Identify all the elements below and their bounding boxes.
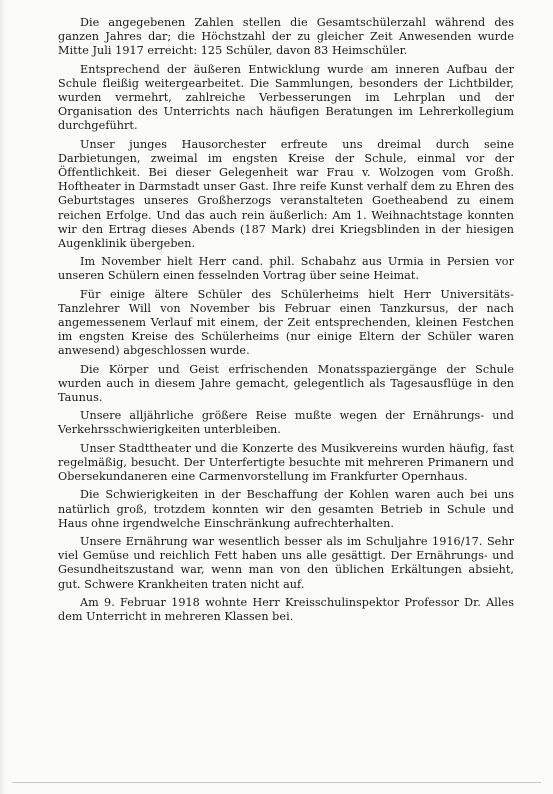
- paragraph-monthly-walks: Die Körper und Geist erfrischenden Monatsspaziergänge der Schule wurden auch in diesem Jahre gemacht, gelegentlich als Tagesausflüge in den Taunus.: [58, 362, 514, 405]
- paragraph-theatre-concerts: Unser Stadttheater und die Konzerte des Musikvereins wurden häufig, fast regelmäßig, besucht. Der Unterfertigte besuchte mit mehreren Primanern und Obersekundaneren eine Carmenvorstellung im Frankfurter Opernhaus.: [58, 441, 514, 484]
- paragraph-house-orchestra: Unser junges Hausorchester erfreute uns dreimal durch seine Darbietungen, zweimal im engsten Kreise der Schule, einmal vor der Öffentlichkeit. Bei dieser Gelegenheit war Frau v. Wolzogen vom Großh. Hoftheater in Darmstadt unser Gast. Ihre reife Kunst verhalf dem zu Ehren des Geburtstages unseres Großherzogs veranstalteten Goetheabend zu einem reichen Erfolge. Und das auch rein äußerlich: Am 1. Weihnachtstage konnten wir den Ertrag dieses Abends (187 Mark) drei Kriegsblinden in der hiesigen Augenklinik übergeben.: [58, 137, 514, 251]
- bottom-scan-line: [12, 782, 541, 783]
- paragraph-student-count: Die angegebenen Zahlen stellen die Gesamtschülerzahl während des ganzen Jahres dar; die Höchstzahl der zu gleicher Zeit Anwesenden wurde Mitte Juli 1917 erreicht: 125 Schüler, davon 83 Heimschüler.: [58, 16, 514, 58]
- paragraph-inspection: Am 9. Februar 1918 wohnte Herr Kreisschulinspektor Professor Dr. Alles dem Unterricht in mehreren Klassen bei.: [58, 595, 514, 623]
- paragraph-school-development: Entsprechend der äußeren Entwicklung wurde am inneren Aufbau der Schule fleißig weitergearbeitet. Die Sammlungen, besonders der Lichtbilder, wurden vermehrt, zahlreiche Verbesserungen im Lehrplan und der Organisation des Unterrichts nach häufigen Beratungen im Lehrerkollegium durchgeführt.: [58, 62, 514, 133]
- document-page: [58, 16, 514, 628]
- paragraph-nutrition: Unsere Ernährung war wesentlich besser als im Schuljahre 1916/17. Sehr viel Gemüse und reichlich Fett haben uns alle gesättigt. Der Ernährungs- und Gesundheitszustand war, wenn man von den üblichen Erkältungen absieht, gut. Schwere Krankheiten traten nicht auf.: [58, 534, 514, 591]
- paragraph-lecture-persia: Im November hielt Herr cand. phil. Schabahz aus Urmia in Persien vor unseren Schülern einen fesselnden Vortrag über seine Heimat.: [58, 255, 514, 283]
- page-edge-shadow: [0, 0, 6, 794]
- paragraph-annual-trip: Unsere alljährliche größere Reise mußte wegen der Ernährungs- und Verkehrsschwierigkeiten unterbleiben.: [58, 409, 514, 437]
- paragraph-dance-course: Für einige ältere Schüler des Schülerheims hielt Herr Universitäts-Tanzlehrer Will von November bis Februar einen Tanzkursus, der nach angemessenem Verlauf mit einem, der Zeit entsprechenden, kleinen Festchen im engsten Kreise des Schülerheims (nur einige Eltern der Schüler waren anwesend) abgeschlossen wurde.: [58, 287, 514, 358]
- paragraph-coal-supply: Die Schwierigkeiten in der Beschaffung der Kohlen waren auch bei uns natürlich groß, trotzdem konnten wir den gesamten Betrieb in Schule und Haus ohne irgendwelche Einschränkung aufrechterhalten.: [58, 488, 514, 530]
